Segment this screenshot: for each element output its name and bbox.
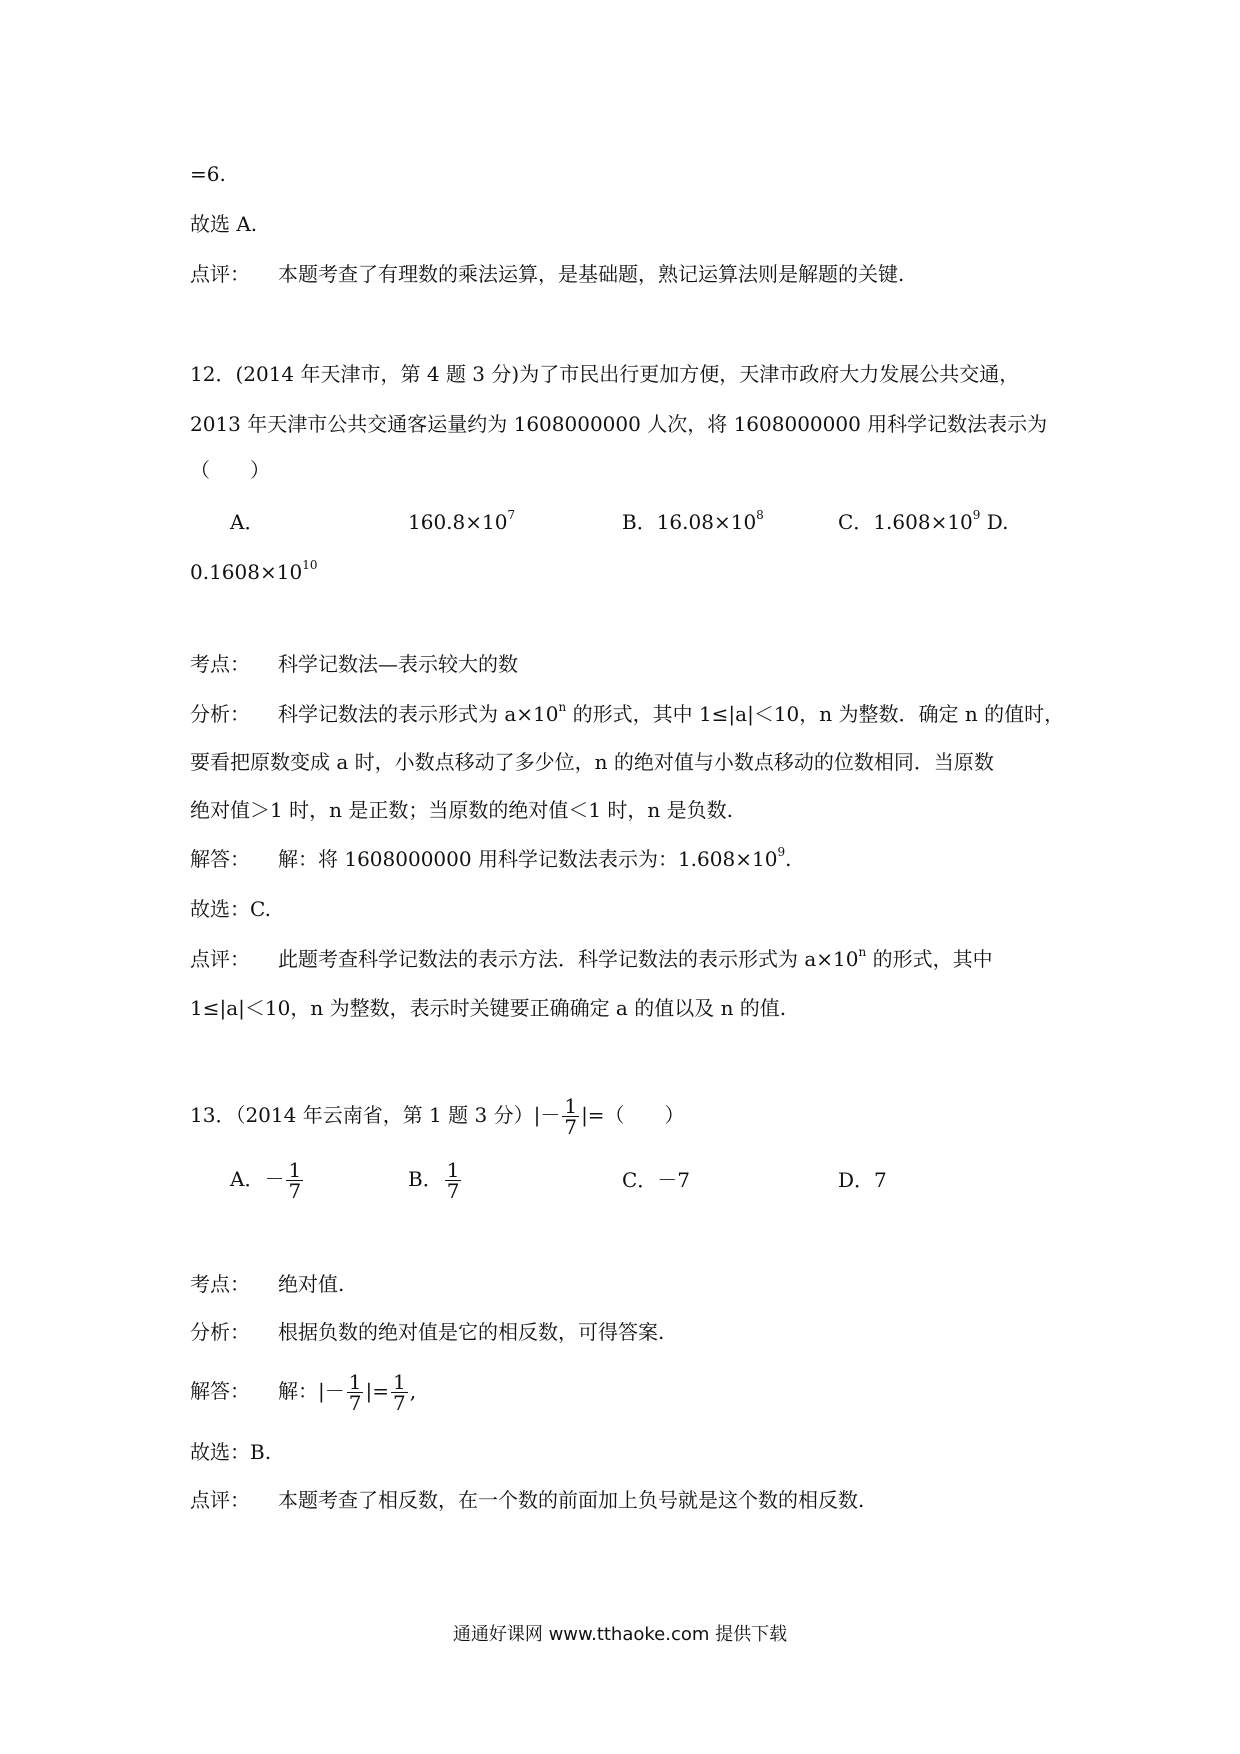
q12-option-d-label: D. bbox=[986, 510, 1009, 534]
choice-text: 故选 A. bbox=[190, 212, 258, 236]
q13-comment: 点评： 本题考查了相反数，在一个数的前面加上负号就是这个数的相反数. bbox=[190, 1488, 865, 1512]
q12-stem-line-2 bbox=[190, 410, 1047, 438]
q13-option-a: A．－ $\frac{1}{7}$ bbox=[230, 1158, 302, 1203]
q13-option-c: C．－7 bbox=[622, 1168, 691, 1192]
q12-option-a-label: A． bbox=[230, 510, 265, 534]
q12-stem-line-3 bbox=[190, 456, 270, 484]
q12-solution: 解答： 解：将 1608000000 用科学记数法表示为：$1.608\times 10^9$. bbox=[190, 845, 792, 871]
q13-option-b: B． $\frac{1}{7}$ bbox=[408, 1158, 460, 1203]
q12-keypoint: 考点： 科学记数法—表示较大的数 bbox=[190, 652, 518, 676]
q12-stem-1: 12．(2014 年天津市，第 4 题 3 分)为了市民出行更加方便，天津市政府大力发展公共交通， bbox=[190, 362, 1020, 386]
q12-choice: 故选：C. bbox=[190, 897, 271, 921]
q12-option-a-value: $160.8\times 10^7$ bbox=[408, 508, 516, 534]
q12-analysis-line-3: 绝对值＞1 时，n 是正数；当原数的绝对值＜1 时，n 是负数. bbox=[190, 798, 733, 822]
q12-stem-3: （ ） bbox=[190, 458, 270, 482]
q12-option-d-value: $0.1608\times 10^{10}$ bbox=[190, 558, 318, 584]
comment-label: 点评： bbox=[190, 262, 250, 286]
q13-choice: 故选：B. bbox=[190, 1440, 272, 1464]
q12-option-b: B．$16.08\times 10^8$ bbox=[622, 508, 764, 534]
page-footer: 通通好课网 www.tthaoke.com 提供下载 bbox=[452, 1624, 788, 1645]
choice-line bbox=[190, 210, 257, 238]
q12-stem-2: 2013 年天津市公共交通客运量约为 1608000000 人次，将 1608000000 用科学记数法表示为 bbox=[190, 412, 1048, 436]
q12-comment-line-2: 1≤|a|＜10，n 为整数，表示时关键要正确确定 a 的值以及 n 的值. bbox=[190, 996, 787, 1020]
q12-stem-line-1 bbox=[190, 360, 1019, 388]
comment-text: 本题考查了有理数的乘法运算，是基础题，熟记运算法则是解题的关键. bbox=[278, 262, 905, 286]
q13-analysis: 分析： 根据负数的绝对值是它的相反数，可得答案. bbox=[190, 1320, 665, 1344]
q13-stem-fraction: $\frac{1}{7}$ bbox=[564, 1094, 578, 1139]
q13-option-d: D．7 bbox=[838, 1168, 887, 1192]
q13-stem: 13．（2014 年云南省，第 1 题 3 分）|－ $\frac{1}{7}$ |=（ ） bbox=[190, 1094, 685, 1139]
q12-analysis-line-2: 要看把原数变成 a 时，小数点移动了多少位，n 的绝对值与小数点移动的位数相同．当原数 bbox=[190, 750, 994, 774]
q13-keypoint: 考点： 绝对值. bbox=[190, 1272, 345, 1296]
result-text: =6. bbox=[190, 162, 226, 186]
comment-line bbox=[190, 260, 904, 288]
q13-solution: 解答： 解：|－ $\frac{1}{7}$ |= $\frac{1}{7}$ , bbox=[190, 1370, 417, 1415]
result-line bbox=[190, 160, 226, 188]
q12-option-c: C．$1.608\times 10^9$ D. bbox=[838, 508, 1009, 534]
q12-analysis-line-1: 分析： 科学记数法的表示形式为 $a\times 10^n$ 的形式，其中 1≤|a|＜10，n 为整数．确定 n 的值时， bbox=[190, 700, 1065, 726]
q12-comment-line-1: 点评： 此题考查科学记数法的表示方法．科学记数法的表示形式为 $a\times 10^n$ 的形式，其中 bbox=[190, 945, 993, 971]
